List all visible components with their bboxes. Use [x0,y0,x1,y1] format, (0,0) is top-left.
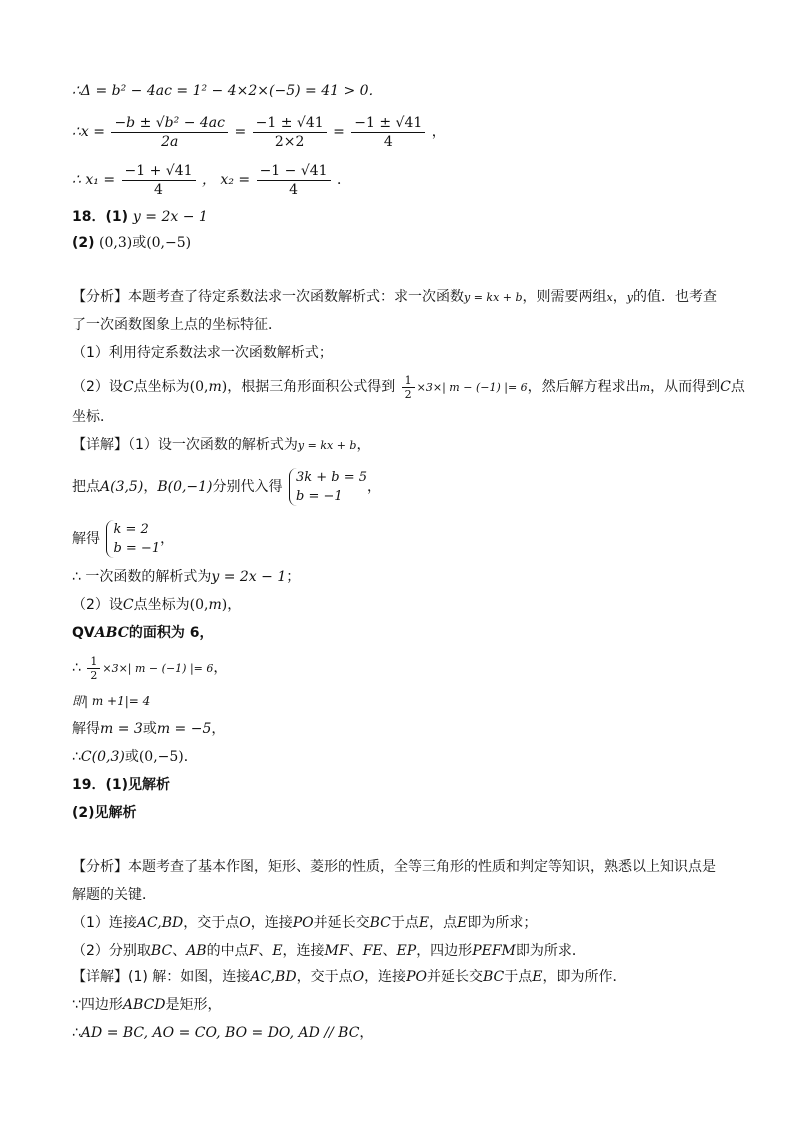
math: m [208,597,222,613]
q18-detail-line-8 [72,690,734,712]
punct: ， [431,124,446,140]
math: AC,BD [136,915,184,931]
fraction-numerator: −b ± √b² − 4ac [111,114,228,133]
text: ∵四边形 [72,997,123,1013]
math: y = kx + b [297,439,357,452]
math: ×3×| m − (−1) |= 6 [416,381,528,394]
fraction-denominator: 4 [383,133,393,150]
math: ABCD [122,997,166,1013]
text: 并延长交 [426,969,483,985]
math: C(0,3) [80,749,125,765]
q18-analysis-line-2 [72,314,734,336]
fraction-simplified [351,114,425,151]
q18-detail-line-2 [72,466,734,508]
text: ∴ [72,1025,81,1041]
fraction-half [402,374,415,401]
math: ABC [94,625,129,641]
question-number: 18．(1) [72,209,129,225]
q18-detail-line-9 [72,718,734,740]
answer-value: y = 2x − 1 [132,209,208,225]
math: AB [186,943,207,959]
text: 了一次函数图象上点的坐标特征． [72,317,282,333]
math: 即| m +1|= 4 [72,694,151,708]
fraction-x2 [257,162,331,199]
fraction-numerator: 1 [87,655,100,669]
q18-detail-line-10 [72,746,734,768]
text: ，从而得到 [650,379,721,395]
text: （1）连接 [72,915,137,931]
text: 、 [348,943,363,959]
text: ， [160,531,175,547]
text: 把点 [72,479,100,495]
q18-answer-1 [72,206,734,228]
equation-system [289,468,367,506]
text: （2）设 [72,379,123,395]
question-number: 19．(1)见解析 [72,777,171,793]
text: ∴ [72,660,81,676]
fraction-substituted [253,114,327,151]
text: 、 [258,943,273,959]
text: 【详解】（1）设一次函数的解析式为 [72,437,298,453]
text: 即为所求； [467,915,538,931]
text: QV [72,625,95,641]
fraction-half [87,655,100,682]
text: ，即为所作． [542,969,627,985]
text: ， [211,721,226,737]
math: PEFM [472,943,516,959]
equation: k = 2 [113,522,149,537]
text: ， [356,437,371,453]
text: 点坐标为(0, [133,597,209,613]
math: EP [396,943,417,959]
q18-analysis-line-5 [72,406,734,428]
text: 【分析】本题考查了基本作图，矩形、菱形的性质，全等三角形的性质和判定等知识，熟悉以上知识点是 [72,859,716,875]
math: E [457,915,468,931]
math: x [606,291,613,304]
text: 解得 [72,721,100,737]
q19-answer-2 [72,802,734,824]
text: )， [221,597,242,613]
punct: ． [337,172,352,188]
text: ，然后解方程求出 [527,379,640,395]
fraction-denominator: 4 [154,181,163,198]
q19-detail-line-1 [72,966,734,988]
q18-detail-line-3 [72,518,734,560]
text: 解得 [72,531,100,547]
text: ∴ [72,749,81,765]
root-formula-prefix: ∴x = [72,124,105,140]
q18-analysis-line-4 [72,370,745,405]
math: C [122,379,134,395]
text: ，连接 [364,969,407,985]
fraction-denominator: 2 [404,387,412,401]
text: 或(0,−5)． [124,749,198,765]
text: 【详解】(1) 解：如图，连接 [72,969,251,985]
q19-analysis-line-1 [72,856,734,878]
text: （2）设 [72,597,123,613]
math: ×3×| m − (−1) |= 6 [102,662,214,675]
q18-detail-line-6 [72,622,734,644]
fraction-numerator: −1 + √41 [122,162,196,181]
text: （2）分别取 [72,943,151,959]
text: 、 [172,943,187,959]
delta-formula: ∴Δ = b² − 4ac = 1² − 4×2×(−5) = 41 > 0． [72,83,383,99]
math: m = 3 [100,721,143,737]
math: BC [369,915,391,931]
text: ，则需要两组 [522,289,607,305]
math: C [720,379,731,395]
fraction-denominator: 2a [161,133,179,150]
fraction-general [111,114,228,151]
text: ， [359,1025,374,1041]
math: BC [150,943,173,959]
text: 并延长交 [313,915,370,931]
fraction-denominator: 4 [289,181,299,198]
math: y = kx + b [464,291,523,304]
math: BC [482,969,505,985]
math: E [532,969,543,985]
q18-detail-line-4 [72,566,734,588]
q18-detail-line-1 [72,434,734,457]
math: m [208,379,222,395]
math: m = −5 [156,721,212,737]
text: ，连接 [250,915,293,931]
text: 于点 [504,969,533,985]
q18-answer-2 [72,232,734,254]
math: FE [362,943,383,959]
text: 、 [382,943,397,959]
equation: b = −1 [295,489,343,504]
fraction-denominator: 2×2 [274,133,305,150]
math: PO [292,915,314,931]
q19-detail-line-3 [72,1022,734,1044]
text: 的面积为 6， [128,625,214,641]
text: 坐标． [72,409,114,425]
math: MF [324,943,349,959]
fraction-numerator: −1 ± √41 [351,114,425,133]
q19-answer-1 [72,774,734,796]
text: （1）利用待定系数法求一次函数解析式； [72,345,333,361]
root-formula-line: ∴x = $\frac{\text{−b ± √b² − 4ac}}{2a}$ = $\frac{-1 \pm √41}{2\times 2}$ = $\frac{-1 \pm √41}{4}$ ， [72,114,446,150]
text: ， [612,289,627,305]
equation-system [106,520,160,558]
text: 的值．也考查 [632,289,717,305]
sub-question-number: (2) [72,235,95,251]
text: ， [367,479,382,495]
math: m [639,381,651,394]
answer-value: (2)见解析 [72,805,137,821]
math: O [352,969,365,985]
math: E [418,915,430,931]
math: AD = BC, AO = CO, BO = DO, AD // BC [80,1025,360,1041]
q18-detail-line-7 [72,650,734,687]
text: 是矩形， [165,997,222,1013]
root-x2-label: ， x₂ = [201,172,251,188]
fraction-x1 [122,162,196,199]
text: ，交于点 [183,915,240,931]
text: ， [213,660,228,676]
q19-analysis-line-2 [72,884,734,906]
text: 点 [730,379,745,395]
text: ，四边形 [416,943,473,959]
text: ，连接 [282,943,325,959]
text: ，交于点 [296,969,353,985]
math: F [248,943,259,959]
equation: b = −1 [113,541,161,556]
text: 或 [142,721,157,737]
answer-value: (0,3)或(0,−5) [99,235,192,251]
delta-line [72,80,734,102]
text: )，根据三角形面积公式得到 [221,379,396,395]
text: ， [143,479,158,495]
math: y = 2x − 1 [211,569,287,585]
text: 即为所求． [515,943,586,959]
math: PO [406,969,427,985]
fraction-denominator: 2 [90,668,98,682]
roots-line [72,160,734,200]
text: ∴ 一次函数的解析式为 [72,569,212,585]
q19-analysis-line-4 [72,940,734,962]
text: 解题的关键． [72,887,156,903]
math: y [626,291,633,304]
fraction-numerator: −1 ± √41 [253,114,327,133]
math: B(0,−1) [157,479,213,495]
q18-analysis-line-3 [72,342,734,364]
math: AC,BD [250,969,297,985]
q19-detail-line-2 [72,994,734,1016]
math: A(3,5) [100,479,144,495]
math: E [272,943,283,959]
text: ； [286,569,301,585]
text: 的中点 [206,943,249,959]
text: 点坐标为(0, [133,379,209,395]
root-x1-label: ∴ x₁ = [72,172,116,188]
q18-analysis-line-1 [72,286,734,309]
equation: 3k + b = 5 [295,470,368,485]
text: ，点 [429,915,458,931]
math: C [122,597,134,613]
text: 分别代入得 [212,479,283,495]
text: 于点 [390,915,419,931]
q19-analysis-line-3 [72,912,734,934]
text: 【分析】本题考查了待定系数法求一次函数解析式：求一次函数 [72,289,464,305]
math: O [239,915,251,931]
fraction-numerator: −1 − √41 [257,162,331,181]
fraction-numerator: 1 [402,374,415,388]
q18-detail-line-5 [72,594,734,616]
